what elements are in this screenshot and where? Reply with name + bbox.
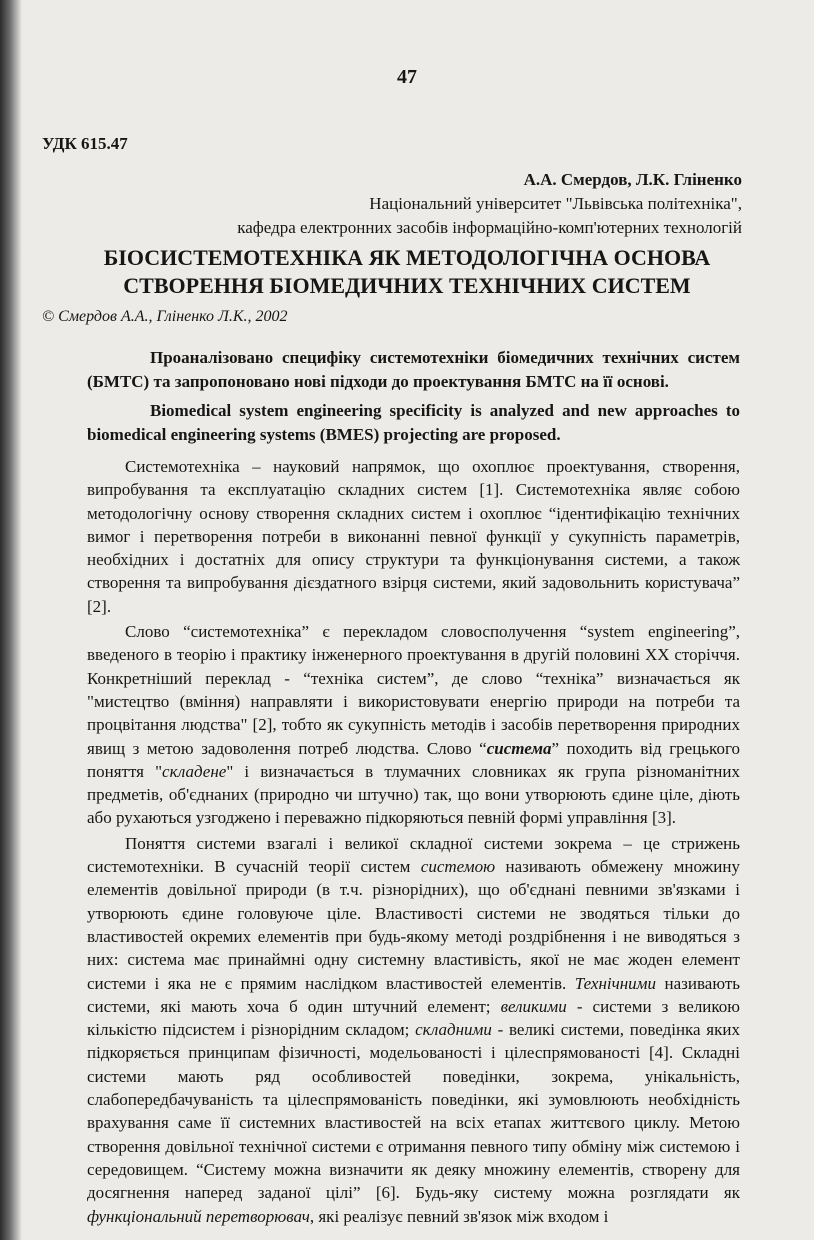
paragraph-1: Системотехніка – науковий напрямок, що охоплює проектування, створення, випробування та експлуатацію складних систем [1]. Системотехніка являє собою методологічну основу створення складних систем і охоплює “ідентифікацію технічних вимог і перетворення потреби в виконанні певної функції у сукупність параметрів, необхідних і достатніх для опису структури та функціонування системи, а також створення та випробування дієздатного взірця системи, який задовольнить користувача” [2]. (87, 457, 740, 616)
p3-emphasis-converter: функціональний перетворювач (87, 1206, 310, 1226)
affiliation-department: кафедра електронних засобів інформаційно-комп'ютерних технологій (237, 218, 742, 237)
p3-emphasis-complex: складними (415, 1020, 492, 1040)
p2-text-a: Слово “системотехніка” є перекладом словосполучення “system engineering”, введеного в теорію і практику інженерного проектування в другій половині XX сторіччя. Конкретніший переклад - “техніка систем”, де слово “техніка” визначається як "мистецтво (вміння) направляти і використовувати енергію природи на потреби та процвітання людства" [2], тобто як сукупність методів і засобів перетворення природних явищ з метою задоволення потреб людства. Слово “ (87, 622, 740, 758)
p3-text-e: - великі системи, поведінка яких підкоряється принципам фізичності, модельованості і цілеспрямованості [4]. Складні системи мають ряд особливостей поведінки, зокрема, унікальність, слабопередбачуваність та цілеспрямованість поведінки, які зумовлюють необхідність врахування саме її системних властивостей на всіх етапах життєвого циклу. Метою створення довільної технічної системи є отримання певного типу обміну між системою і середовищем. “Систему можна визначити як деяку множину елементів, створену для досягнення наперед заданої цілі” [6]. Будь-яку систему можна розглядати як (87, 1020, 740, 1203)
p3-text-a: Поняття системи взагалі і великої складної системи зокрема – це стрижень системотехніки. В сучасній теорії систем (87, 833, 740, 877)
p3-emphasis-large: великими (500, 996, 567, 1016)
copyright-line: © Смердов А.А., Гліненко Л.К., 2002 (42, 308, 288, 325)
abstract-english: Biomedical system engineering specificity is analyzed and new approaches to biomedical engineering systems (BMES) projecting are proposed. (87, 401, 740, 444)
p3-text-b: називають обмежену множину елементів довільної природи (в т.ч. різнорідних), що об'єднані певними зв'язками і утворюють єдине головуюче ціле. Властивості системи не зводяться тільки до властивостей окремих елементів при будь-якому методі роздрібнення і не виводяться з них: система має принаймні одну системну властивість, якої не має жоден елемент системи і яка не є прямим наслідком властивостей елементів. (87, 857, 740, 993)
p2-emphasis-composite: складене (162, 761, 227, 781)
author-affiliation (237, 168, 742, 240)
abstract-ukrainian: Проаналізовано специфіку системотехніки біомедичних технічних систем (БМТС) та запропоновано нові підходи до проектування БМТС на її основі. (87, 348, 740, 391)
title-line-2: СТВОРЕННЯ БІОМЕДИЧНИХ ТЕХНІЧНИХ СИСТЕМ (123, 273, 691, 298)
title-line-1: БІОСИСТЕМОТЕХНІКА ЯК МЕТОДОЛОГІЧНА ОСНОВА (103, 245, 711, 270)
udc-code: УДК 615.47 (42, 134, 128, 153)
p2-emphasis-system: система (486, 738, 552, 758)
p2-text-c: " і визначається в тлумачних словниках як група різноманітних предметів, об'єднаних (природно чи штучно) так, що вони утворюють єдине ціле, діють або рухаються узгоджено і переважно підкоряються певній формі управління [3]. (87, 761, 740, 828)
p3-text-d: - системи з великою кількістю підсистем і різнорідним складом; (87, 996, 741, 1040)
p3-emphasis-system: системою (420, 857, 496, 877)
p3-emphasis-technical: Технічними (574, 973, 657, 993)
p3-text-c: називають системи, які мають хоча б один штучний елемент; (87, 973, 740, 1016)
paragraph-2 (87, 620, 740, 830)
p2-text-b: ” походить від грецького поняття " (87, 738, 741, 781)
p3-text-f: , які реалізує певний зв'язок між входом і (309, 1206, 609, 1226)
authors: А.А. Смердов, Л.К. Гліненко (523, 170, 742, 189)
article-title (0, 244, 814, 300)
paragraph-3 (87, 832, 740, 1228)
affiliation-university: Національний університет "Львівська політехніка", (369, 194, 742, 213)
article-body (87, 455, 740, 1230)
page-number: 47 (397, 66, 417, 88)
